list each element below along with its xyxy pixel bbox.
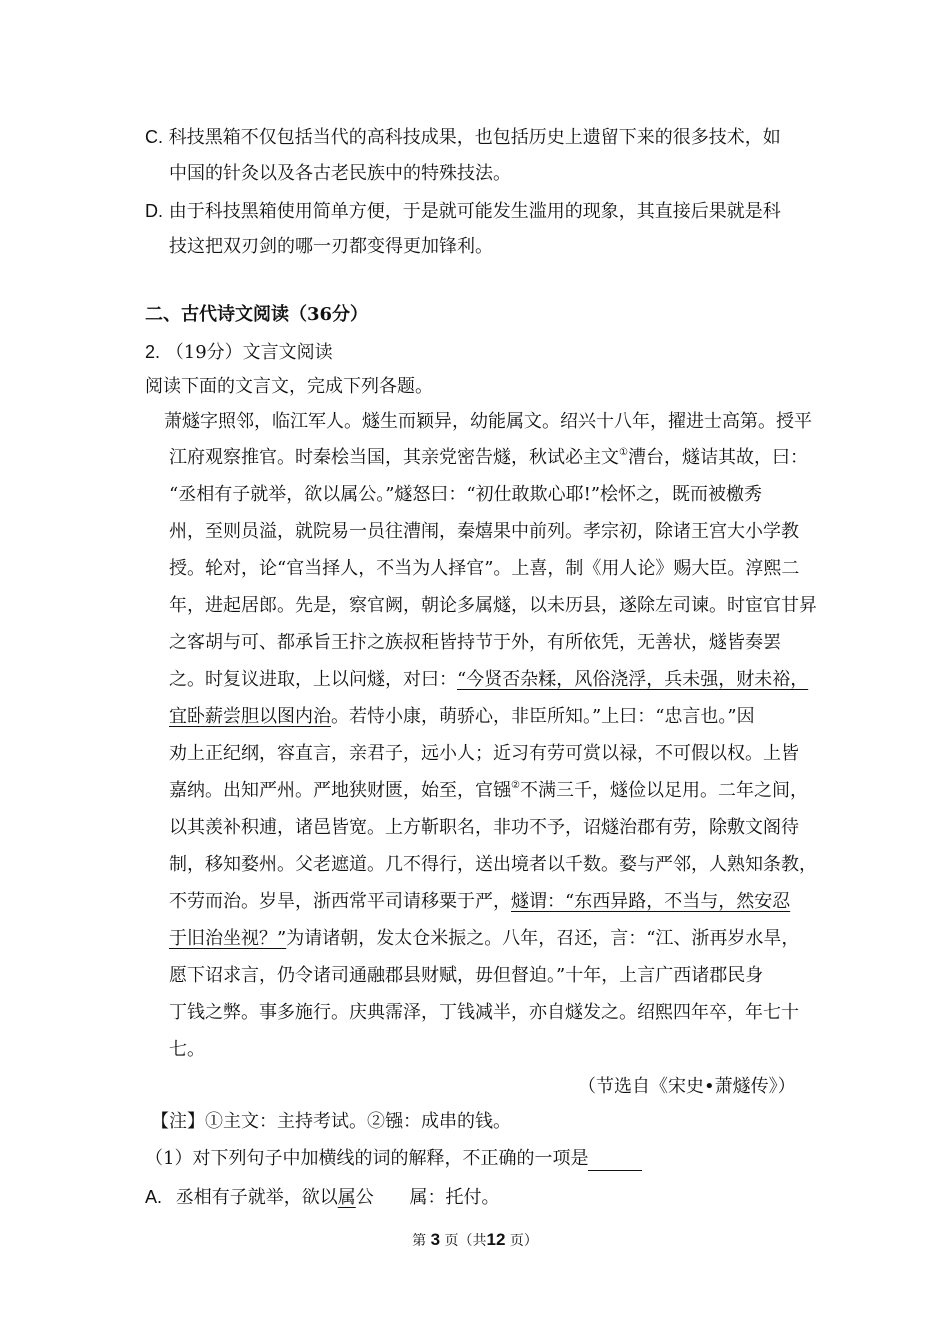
footnote-ref-1: ①: [619, 447, 628, 458]
option-c-line1: [145, 125, 781, 150]
answer-blank[interactable]: [588, 1152, 642, 1171]
option-a-gloss: 属：托付。: [409, 1187, 500, 1208]
underlined-sentence: 燧谓：“东西异路，不当与，然安忍: [511, 891, 791, 912]
passage-text: 不满三千，燧俭以足用。二年之间，: [519, 780, 808, 801]
passage-source: （节选自《宋史•萧燧传》）: [578, 1076, 796, 1097]
option-a: [145, 1185, 499, 1210]
underlined-sentence: 于旧治坐视？”: [169, 928, 287, 949]
passage-line: 萧燧字照邻，临江军人。燧生而颖异，幼能属文。绍兴十八年，擢进士高第。授平: [164, 411, 812, 432]
footer-pre: 第: [412, 1233, 427, 1249]
option-a-post: 公: [355, 1187, 374, 1208]
footnote-ref-2: ②: [511, 780, 520, 791]
option-a-underlined: 属: [337, 1187, 356, 1208]
passage-line: 之客胡与可、都承旨王抃之族叔秬皆持节于外，有所依凭，无善状，燧皆奏罢: [169, 632, 781, 653]
option-d-letter: D.: [145, 201, 163, 221]
passage-text: 漕台，燧诘其故，曰：: [627, 447, 808, 468]
passage-line: [169, 927, 799, 951]
question-header: [145, 340, 333, 365]
passage-text: 江府观察推官。时秦桧当国，其亲党密告燧，秋试必主文: [169, 447, 619, 468]
underlined-sentence: “今贤否杂糅，风俗浇浮，兵未强，财未裕，: [457, 669, 809, 690]
passage-line: [169, 668, 808, 692]
footer-mid: 页（共: [444, 1233, 487, 1249]
subquestion-text: （1）对下列句子中加横线的词的解释，不正确的一项是: [145, 1148, 589, 1169]
question-points: （19分）文言文阅读: [165, 342, 333, 363]
passage-line: 愿下诏求言，仍令诸司通融郡县财赋，毋但督迫。”十年，上言广西诸郡民身: [169, 965, 764, 986]
passage-line: 丁钱之弊。事多施行。庆典霈泽，丁钱减半，亦自燧发之。绍熙四年卒，年七十: [169, 1002, 799, 1023]
passage-line: [169, 705, 755, 729]
passage-line: 劝上正纪纲，容直言，亲君子，远小人；近习有劳可赏以禄，不可假以权。上皆: [169, 743, 799, 764]
passage-line: 年，进起居郎。先是，察官阙，朝论多属燧，以未历县，遂除左司谏。时宦官甘昇: [169, 595, 817, 616]
option-d-line1: [145, 199, 781, 224]
option-c-line2: 中国的针灸以及各古老民族中的特殊技法。: [169, 163, 511, 184]
passage-line: 授。轮对，论“官当择人，不当为人择官”。上喜，制《用人论》赐大臣。淳熙二: [169, 558, 800, 579]
passage-text: 为请诸朝，发太仓米振之。八年，召还，言：“江、浙再岁水旱，: [286, 928, 800, 949]
footer-post: 页）: [509, 1233, 538, 1249]
option-c-letter: C.: [145, 127, 163, 147]
passage-line: [169, 446, 808, 470]
passage-line: 以其羡补积逋，诸邑皆宽。上方靳职名，非功不予，诏燧治郡有劳，除敷文阁待: [169, 817, 799, 838]
option-a-pre: 丞相有子就举，欲以: [175, 1187, 338, 1208]
passage-line: “丞相有子就举，欲以属公。”燧怒曰：“初仕敢欺心耶!”桧怀之，既而被檄秀: [169, 484, 763, 505]
passage-line: 州，至则员溢，就院易一员往漕闱，秦熺果中前列。孝宗初，除诸王宫大小学教: [169, 521, 799, 542]
passage-line: 制，移知婺州。父老遮道。几不得行，送出境者以千数。婺与严邻，人熟知条教，: [169, 854, 817, 875]
page-number: 3: [430, 1230, 441, 1249]
subquestion-1: [145, 1147, 642, 1171]
option-a-letter: A.: [145, 1187, 163, 1207]
option-d-line2: 技这把双刃剑的哪一刃都变得更加锋利。: [169, 236, 493, 257]
passage-line: [169, 779, 808, 803]
option-d-text: 由于科技黑箱使用简单方便，于是就可能发生滥用的现象，其直接后果就是科: [168, 201, 781, 222]
question-number: 2.: [145, 342, 161, 362]
passage-text: 之。时复议进取，上以问燧，对曰：: [169, 669, 457, 690]
passage-line: 七。: [169, 1039, 205, 1060]
page-total: 12: [486, 1230, 506, 1249]
page-footer: [0, 1230, 950, 1251]
passage-text: 嘉纳。出知严州。严地狭财匮，始至，官镪: [169, 780, 511, 801]
underlined-sentence: 宜卧薪尝胆以图内治: [169, 706, 331, 727]
passage-text: 不劳而治。岁旱，浙西常平司请移粟于严，: [169, 891, 511, 912]
question-instruction: 阅读下面的文言文，完成下列各题。: [145, 376, 433, 397]
option-c-text: 科技黑箱不仅包括当代的高科技成果，也包括历史上遗留下来的很多技术，如: [168, 127, 781, 148]
section-title: 二、古代诗文阅读（36分）: [145, 304, 369, 325]
footnote: 【注】①主文：主持考试。②镪：成串的钱。: [151, 1111, 511, 1132]
passage-text: 。若恃小康，萌骄心，非臣所知。”上曰：“忠言也。”因: [331, 706, 755, 727]
passage-line: [169, 890, 790, 914]
